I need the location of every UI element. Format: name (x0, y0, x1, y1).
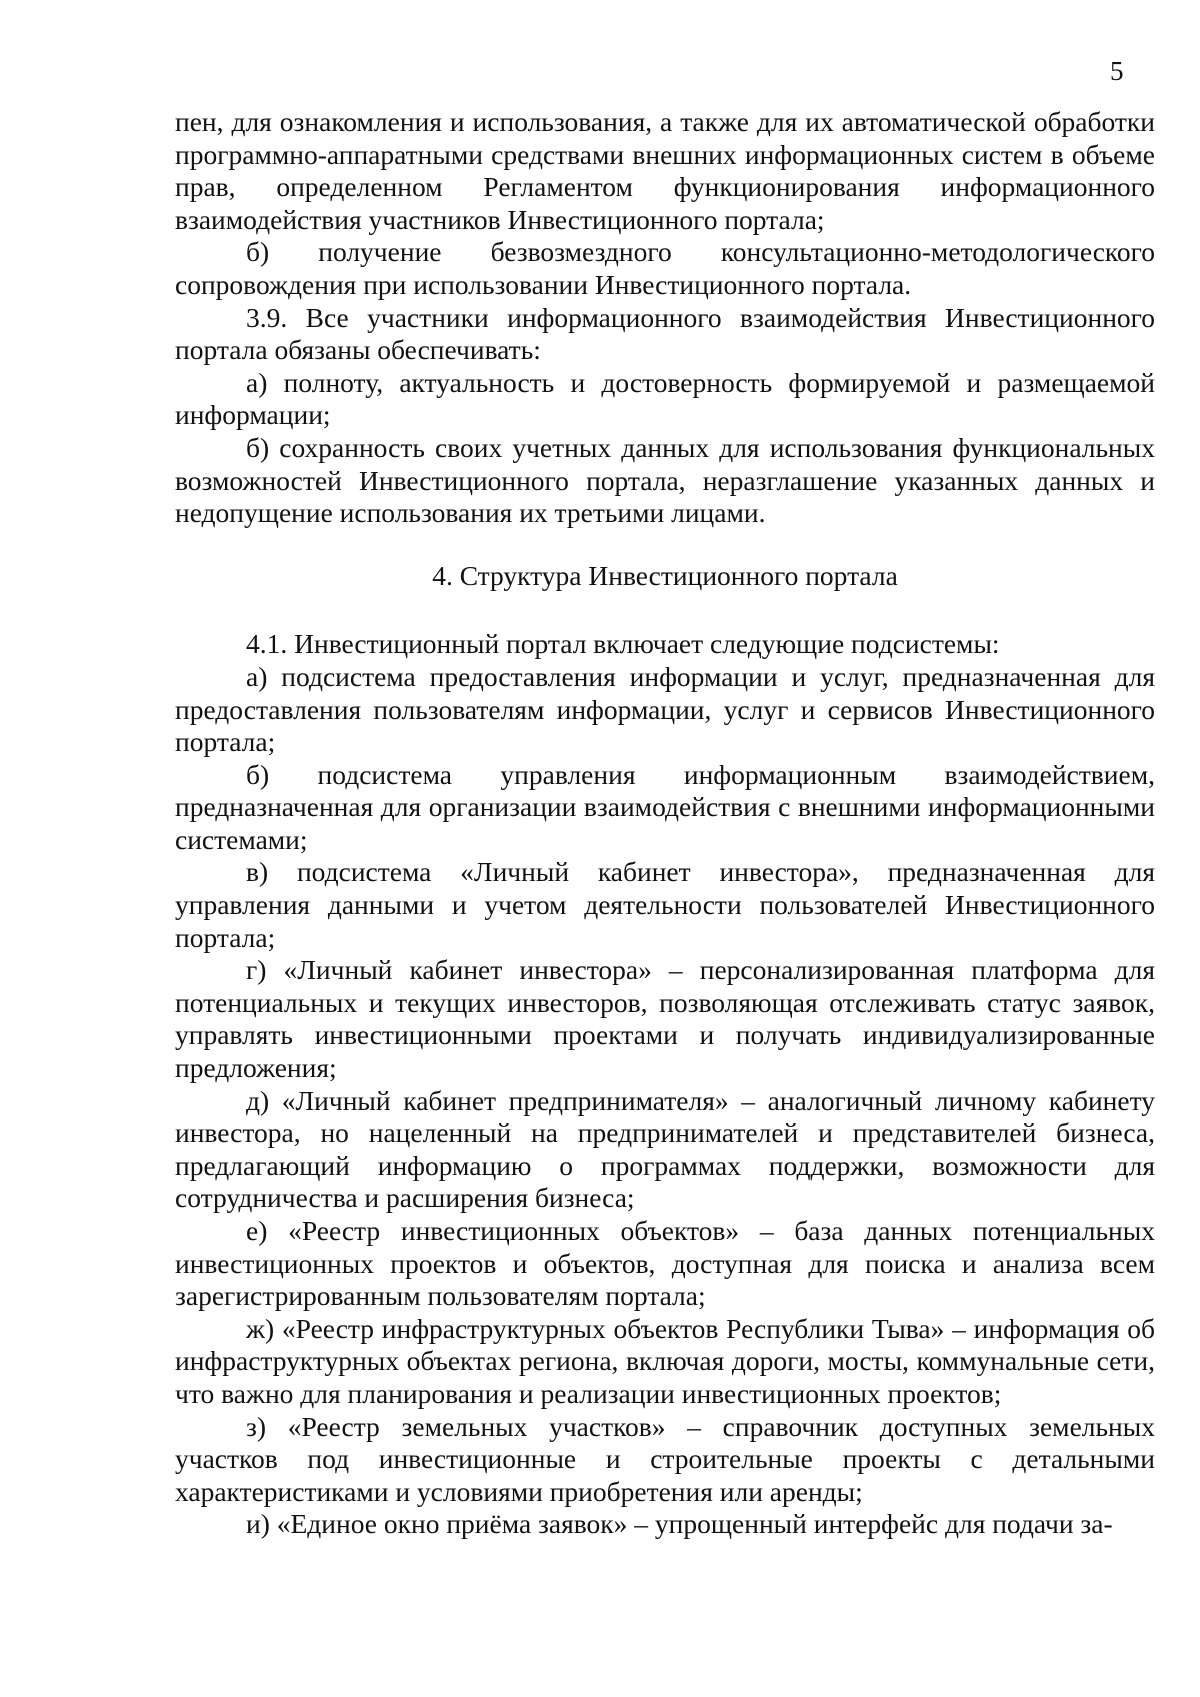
page-number: 5 (1110, 56, 1124, 86)
list-item: з) «Реестр земельных участков» – справочник доступных земельных участков под инвестиционные и строительные проекты с детальными характеристиками и условиями приобретения или аренды; (175, 1410, 1155, 1507)
section-heading: 4. Структура Инвестиционного портала (432, 559, 898, 591)
paragraph: б) получение безвозмездного консультационно-методологического сопровождения при использовании Инвестиционного портала. (175, 236, 1155, 300)
paragraph: 3.9. Все участники информационного взаимодействия Инвестиционного портала обязаны обеспечивать: (175, 301, 1155, 366)
list-item: и) «Единое окно приёма заявок» – упрощенный интерфейс для подачи за- (246, 1508, 1113, 1540)
list-item: д) «Личный кабинет предпринимателя» – аналогичный личному кабинету инвестора, но нацеленный на предпринимателей и представителей бизнеса, предлагающий информацию о программах поддержки, возможности для сотрудничества и расширения бизнеса; (175, 1084, 1155, 1214)
list-item: ж) «Реестр инфраструктурных объектов Республики Тыва» – информация об инфраструктурных объектах региона, включая дороги, мосты, коммунальные сети, что важно для планирования и реализации инвестиционных проектов; (175, 1312, 1155, 1409)
paragraph: б) сохранность своих учетных данных для использования функциональных возможностей Инвестиционного портала, неразглашение указанных данных и недопущение использования их третьими лицами. (175, 431, 1155, 529)
paragraph: пен, для ознакомления и использования, а также для их автоматической обработки программно-аппаратными средствами внешних информационных систем в объеме прав, определенном Регламентом функционирования информационного взаимодействия участников Инвестиционного портала; (175, 106, 1155, 235)
document-body (175, 106, 1155, 1541)
paragraph: а) полноту, актуальность и достоверность формируемой и размещаемой информации; (175, 366, 1155, 431)
list-item: е) «Реестр инвестиционных объектов» – база данных потенциальных инвестиционных проектов и объектов, доступная для поиска и анализа всем зарегистрированным пользователям портала; (175, 1215, 1155, 1312)
paragraph: 4.1. Инвестиционный портал включает следующие подсистемы: (246, 628, 1000, 660)
list-item: а) подсистема предоставления информации и услуг, предназначенная для предоставления пользователям информации, услуг и сервисов Инвестиционного портала; (175, 660, 1155, 758)
list-item: б) подсистема управления информационным взаимодействием, предназначенная для организации взаимодействия с внешними информационными системами; (175, 758, 1155, 855)
list-item: в) подсистема «Личный кабинет инвестора», предназначенная для управления данными и учетом деятельности пользователей Инвестиционного портала; (175, 856, 1155, 953)
list-item: г) «Личный кабинет инвестора» – персонализированная платформа для потенциальных и текущих инвесторов, позволяющая отслеживать статус заявок, управлять инвестиционными проектами и получать индивидуализированные предложения; (175, 954, 1155, 1084)
